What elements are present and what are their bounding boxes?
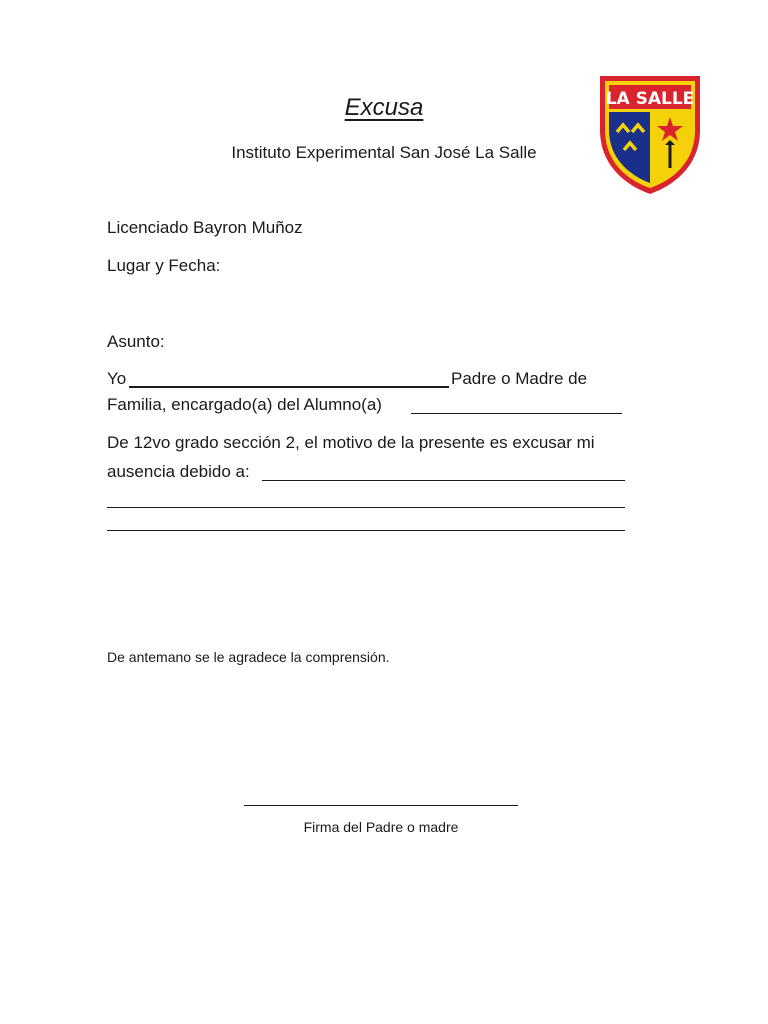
thanks-line: De antemano se le agradece la comprensión. xyxy=(107,649,390,665)
yo-label: Yo xyxy=(107,369,127,388)
absence-reason-blank-line-1[interactable] xyxy=(262,480,625,481)
signature-blank-line[interactable] xyxy=(244,805,518,806)
signature-label: Firma del Padre o madre xyxy=(303,819,459,835)
absence-label: ausencia debido a: xyxy=(107,462,250,481)
subject-label: Asunto: xyxy=(107,332,165,351)
student-name-blank-line[interactable] xyxy=(411,413,622,414)
absence-reason-blank-line-3[interactable] xyxy=(107,530,625,531)
institution-name: Instituto Experimental San José La Salle xyxy=(231,143,537,162)
recipient-line: Licenciado Bayron Muñoz xyxy=(107,218,303,237)
la-salle-crest-logo xyxy=(595,70,705,198)
parent-label: Padre o Madre de xyxy=(451,369,588,388)
grade-sentence: De 12vo grado sección 2, el motivo de la presente es excusar mi xyxy=(107,433,595,452)
parent-name-blank-line[interactable] xyxy=(129,386,449,388)
family-label: Familia, encargado(a) del Alumno(a) xyxy=(107,395,382,414)
absence-reason-blank-line-2[interactable] xyxy=(107,507,625,508)
place-date-label: Lugar y Fecha: xyxy=(107,256,221,275)
logo-text: LA SALLE xyxy=(605,89,695,109)
document-title: Excusa xyxy=(344,94,424,121)
